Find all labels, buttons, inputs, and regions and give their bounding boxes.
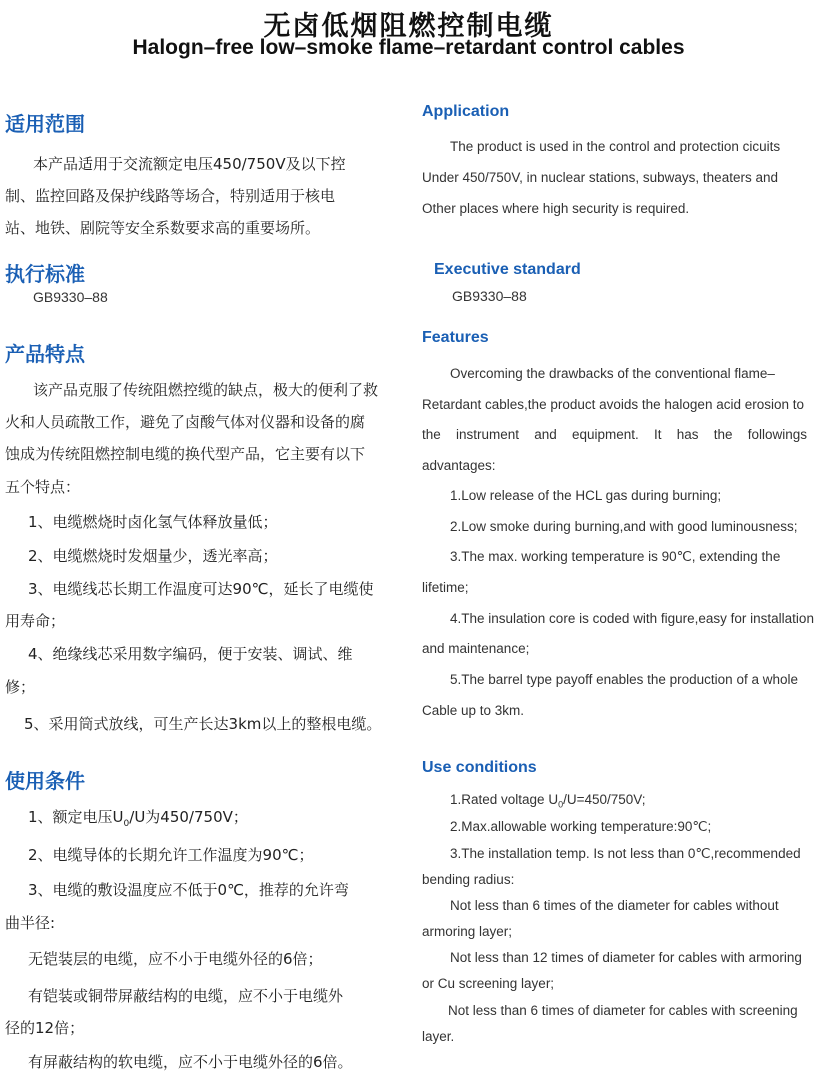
- conditions-line-en: Not less than 12 times of diameter for cables with armoring: [450, 950, 802, 965]
- standard-heading-en: Executive standard: [434, 261, 581, 278]
- standard-value-en: GB9330–88: [452, 288, 527, 304]
- features-line-en: 4.The insulation core is coded with figure,easy for installation: [450, 611, 814, 626]
- conditions-line-cn: 3、电缆的敷设温度应不低于0℃，推荐的允许弯: [28, 881, 349, 899]
- features-line-cn: 用寿命；: [5, 612, 66, 630]
- application-line-en: The product is used in the control and protection cicuits: [450, 139, 781, 154]
- features-line-en: 1.Low release of the HCL gas during burning;: [450, 488, 722, 503]
- conditions-line-cn: 有屏蔽结构的软电缆，应不小于电缆外径的6倍。: [28, 1053, 353, 1071]
- conditions-line-cn: 径的12倍；: [5, 1019, 85, 1037]
- application-line-cn: 站、地铁、剧院等安全系数要求高的重要场所。: [5, 219, 321, 237]
- voltage-suffix: /U为450/750V；: [129, 808, 248, 826]
- conditions-line-en: 3.The installation temp. Is not less than 0℃,recommended: [450, 846, 801, 861]
- features-line-cn: 1、电缆燃烧时卤化氢气体释放量低；: [28, 513, 278, 531]
- features-line-cn: 3、电缆线芯长期工作温度可达90℃，延长了电缆使: [28, 580, 374, 598]
- features-heading-cn: 产品特点: [5, 342, 85, 366]
- features-line-cn: 2、电缆燃烧时发烟量少，透光率高；: [28, 547, 278, 565]
- conditions-line-cn: 无铠装层的电缆，应不小于电缆外径的6倍；: [28, 950, 323, 968]
- features-line-en: 5.The barrel type payoff enables the production of a whole: [450, 672, 798, 687]
- application-line-cn: 本产品适用于交流额定电压450/750V及以下控: [33, 155, 346, 173]
- application-line-cn: 制、监控回路及保护线路等场合，特别适用于核电: [5, 187, 336, 205]
- conditions-line-en: 2.Max.allowable working temperature:90℃;: [450, 819, 712, 834]
- features-line-cn: 火和人员疏散工作，避免了卤酸气体对仪器和设备的腐: [5, 413, 366, 431]
- conditions-line-cn: 2、电缆导体的长期允许工作温度为90℃；: [28, 846, 314, 864]
- voltage-suffix-en: /U=450/750V;: [563, 792, 646, 807]
- page-title-cn: 无卤低烟阻燃控制电缆: [263, 11, 554, 42]
- features-line-en: Retardant cables,the product avoids the halogen acid erosion to: [422, 397, 805, 412]
- features-line-cn: 4、绝缘线芯采用数字编码，便于安装、调试、维: [28, 645, 353, 663]
- application-heading-cn: 适用范围: [5, 112, 85, 136]
- voltage-subscript: 0: [123, 819, 130, 829]
- application-line-en: Other places where high security is required.: [422, 201, 690, 216]
- features-line-cn: 修；: [5, 678, 36, 696]
- features-line-cn: 五个特点：: [5, 478, 81, 496]
- features-line-en: Cable up to 3km.: [422, 703, 525, 718]
- features-line-en: and maintenance;: [422, 641, 530, 656]
- conditions-line-en: bending radius:: [422, 872, 515, 887]
- conditions-line-en: or Cu screening layer;: [422, 976, 555, 991]
- application-line-en: Under 450/750V, in nuclear stations, subways, theaters and: [422, 170, 778, 185]
- voltage-prefix-en: 1.Rated voltage U: [450, 792, 559, 807]
- conditions-line-en: [450, 792, 646, 810]
- conditions-line-en: armoring layer;: [422, 924, 513, 939]
- conditions-heading-cn: 使用条件: [5, 769, 85, 793]
- conditions-line-en: layer.: [422, 1029, 455, 1044]
- features-line-en: Overcoming the drawbacks of the conventional flame–: [450, 366, 775, 381]
- conditions-line-en: Not less than 6 times of diameter for cables with screening: [448, 1003, 798, 1018]
- features-line-cn: 5、采用筒式放线，可生产长达3km以上的整根电缆。: [24, 715, 382, 733]
- conditions-line-cn: [28, 806, 248, 829]
- application-heading-en: Application: [422, 103, 510, 120]
- conditions-line-en: Not less than 6 times of the diameter for cables without: [450, 898, 779, 913]
- standard-heading-cn: 执行标准: [5, 262, 85, 286]
- features-line-cn: 该产品克服了传统阻燃控缆的缺点，极大的便利了救: [33, 381, 379, 399]
- conditions-line-cn: 曲半径:: [5, 914, 56, 932]
- voltage-subscript-en: 0: [558, 799, 564, 810]
- features-line-en: lifetime;: [422, 580, 469, 595]
- voltage-prefix: 1、额定电压U: [28, 808, 124, 826]
- page-title-en: Halogn–free low–smoke flame–retardant control cables: [132, 36, 685, 59]
- conditions-line-cn: 有铠装或铜带屏蔽结构的电缆，应不小于电缆外: [28, 987, 344, 1005]
- features-line-en: advantages:: [422, 458, 496, 473]
- standard-value-cn: GB9330–88: [33, 289, 108, 305]
- features-line-en: 3.The max. working temperature is 90℃, extending the: [450, 549, 781, 564]
- features-line-cn: 蚀成为传统阻燃控制电缆的换代型产品，它主要有以下: [5, 445, 366, 463]
- features-heading-en: Features: [422, 329, 489, 346]
- features-line-en: the instrument and equipment. It has the followings: [422, 427, 807, 442]
- features-line-en: 2.Low smoke during burning,and with good luminousness;: [450, 519, 798, 534]
- conditions-heading-en: Use conditions: [422, 759, 537, 776]
